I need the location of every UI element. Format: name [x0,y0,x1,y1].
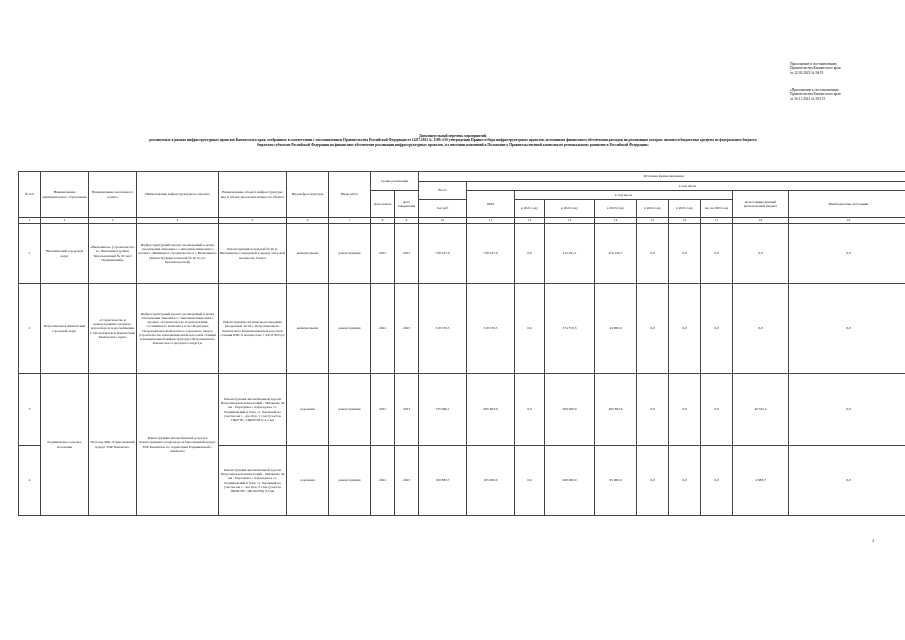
table-row [19,224,905,284]
cell-after-2025: 0,0 [701,374,733,446]
cell-num: 4 [19,446,41,516]
cell-2025: 0,0 [669,284,701,374]
cell-2023: 495 863,9 [595,374,637,446]
cell-start: 2022 [371,446,395,516]
cell-object: Реконструкция автомобильной дороги Петропавловск-Камчатский - Мильково 40 км - Паратунка с подъездом к ст. Родниковский и 6 км. ст. Зарочный на участке км 1 - км 16,4, 1 этап (участок ПК0+00 - ПК69+00,0; 2,1 км [219,374,287,446]
cell-object: Реконструкция автомобильной дороги Петропавловск-Камчатский - Мильково 40 км - Паратунка с подъездом к ст. Родниковский и 6 км. ст. Зарочный на участке км 1 - км 16,4, 2 этап (участок ПК69+00 - ПК164+00) 9,5 км [219,446,287,516]
cell-2021: 0,0 [515,284,545,374]
col-header-2024: в 2024 году [637,200,669,218]
cell-2024: 0,0 [637,446,669,516]
table-row [19,284,905,374]
header-approval-note [790,62,840,75]
cell-after-2025: 0,0 [701,284,733,374]
col-header-infra-type: Вид инфраструктуры [287,172,329,218]
column-number: 6 [287,218,329,224]
column-number: 18 [733,218,789,224]
col-header-2023: в 2023 году [595,200,637,218]
cell-after-2025: 0,0 [701,224,733,284]
cell-settlement: «Строительство и реконструкция головного водозабора и водоснабжения г. Петропавловск-Камчатский Камчатского края» [89,284,137,374]
cell-work-type: реконструкция [329,446,371,516]
col-header-end: Дата завершения [395,191,419,218]
cell-project: Инфраструктурный проект, реализуемый в целях обеспечения связанного с ним инвестиционного проекта «Строительство и эксплуатация гостиничного комплекса в пос.Паратунка Петропавловск-Камчатского городского округа (строительство канализационной насосной станции и Коммунальной инфраструктуры Петропавловск-Камчатского городского округа)» [137,284,219,374]
cell-2023: 95 000,0 [595,446,637,516]
cell-municipality: Петропавловск-Камчатский городской округ [41,284,89,374]
cell-end: 2023 [395,446,419,516]
cell-2024: 0,0 [637,224,669,284]
cell-settlement: Поселок ТБК «Горнолыжный курорт ТОР Камчатка» [89,374,137,516]
cell-infra-type: дорожная [287,446,329,516]
col-header-2025: в 2025 году [669,200,701,218]
column-number: 3 [89,218,137,224]
col-header-total: Всего [419,182,467,200]
cell-num: 1 [19,224,41,284]
cell-end: 2023 [395,374,419,446]
cell-bk: 518 570,3 [467,284,515,374]
header-line: Правительства Камчатского края [790,92,841,97]
col-header-including: в том числе [467,182,905,191]
cell-municipality: Вилючинский городской округ [41,224,89,284]
cell-2022: 200 000,0 [545,446,595,516]
cell-project: Инфраструктурный проект, реализуемый в целях обеспечения связанного с ним инвестиционного проекта «Жилищное строительство в г. Вилючинск» (Реконструкция тепловой № 20 по ул. Кронштадтской) [137,224,219,284]
cell-infra-type: коммунальная [287,284,329,374]
cell-end: 2023 [395,224,419,284]
cell-2024: 0,0 [637,284,669,374]
cell-end: 2023 [395,284,419,374]
cell-regional: 0,0 [733,284,789,374]
cell-2023: 44 000,0 [595,284,637,374]
col-header-regional: Консолидированный региональный бюджет [733,191,789,218]
cell-2025: 0,0 [669,224,701,284]
cell-2022: 374 570,3 [545,284,595,374]
cell-2025: 0,0 [669,446,701,516]
cell-regional: 49 532,2 [733,374,789,446]
cell-work-type: реконструкция [329,224,371,284]
cell-bk: 195 000,0 [467,446,515,516]
cell-num: 3 [19,374,41,446]
cell-2023: 476 146,7 [595,224,637,284]
cell-extra: 0,0 [789,224,905,284]
column-number: 19 [789,218,905,224]
cell-2022: 212 091,1 [545,224,595,284]
cell-object: Реконструкция системы водоотведения (модульной части г. Петропавловска-Камчатского Канализационная насосная станция КНС-9 мощностью 7 447,07м3/сут [219,284,287,374]
col-header-project: Наименование инфраструктурного проекта [137,172,219,218]
cell-total: 745 996,1 [419,374,467,446]
cell-bk: 738 237,9 [467,224,515,284]
cell-2021: 0,0 [515,446,545,516]
column-number: 4 [137,218,219,224]
column-number: 14 [595,218,637,224]
column-number: 8 [371,218,395,224]
column-number: 10 [419,218,467,224]
column-number: 7 [329,218,371,224]
col-header-object: Наименование объекта инфраструктуры/ вид и объем/ проектная мощность объекта [219,172,287,218]
cell-municipality: Родниковское сельское поселение [41,374,89,516]
column-number: 2 [41,218,89,224]
cell-2021: 0,0 [515,374,545,446]
title-line: бюджетам субъектов Российской Федерации на финансовое обеспечение реализации инфраструктурных проектов, и о внесении изменений в Положение о Правительственной комиссии по региональному развитию в Российской Федерации» [257,142,649,147]
col-header-unit: тыс.руб [419,200,467,218]
header-line: Правительства Камчатского края [790,66,841,71]
page-number: 4 [872,539,874,543]
column-number: 16 [669,218,701,224]
cell-settlement: «Вилючинск» (строительство в г. Вилючинск (район Тихоокеанский № 20 чист Пушкинский)» [89,224,137,284]
header-line: Приложение к постановлению [790,62,837,66]
col-header-including-2: в том числе [515,191,733,200]
col-header-municipality: Наименование муниципального образования [41,172,89,218]
cell-infra-type: коммунальная [287,224,329,284]
column-number: 13 [545,218,595,224]
column-number: 12 [515,218,545,224]
cell-extra: 0,0 [789,446,905,516]
cell-2022: 200 000,0 [545,374,595,446]
column-number: 17 [701,218,733,224]
cell-num: 2 [19,284,41,374]
column-number: 5 [219,218,287,224]
column-number: 1 [19,218,41,224]
column-number: 9 [395,218,419,224]
document-title [18,134,888,147]
cell-extra: 0,0 [789,284,905,374]
cell-start: 2022 [371,284,395,374]
cell-2021: 0,0 [515,224,545,284]
col-header-extra: Внебюджетные источники [789,191,905,218]
col-header-num: № п/п [19,172,41,218]
column-number: 11 [467,218,515,224]
projects-table [18,171,905,516]
cell-start: 2022 [371,224,395,284]
col-header-terms: Сроки реализации [371,172,419,191]
col-header-bk: БКИ [467,191,515,218]
col-header-start: Дата начала [371,191,395,218]
cell-extra: 0,0 [789,374,905,446]
cell-2025: 0,0 [669,374,701,446]
cell-total: 199 883,7 [419,446,467,516]
cell-total: 738 237,9 [419,224,467,284]
cell-regional: 0,0 [733,224,789,284]
cell-start: 2022 [371,374,395,446]
column-number: 15 [637,218,669,224]
cell-infra-type: дорожная [287,374,329,446]
header-appendix-note [790,88,840,101]
header-line: от 22.03.2022 № 94-П [790,70,824,75]
cell-project: Реконструкция автомобильной дороги и Реконструкция газопровода «Горнолыжный курорт ТОР Камчатка» по территории Родниковской с. Камчатка [137,374,219,516]
col-header-2022: в 2022 году [545,200,595,218]
cell-work-type: реконструкция [329,284,371,374]
cell-total: 518 570,3 [419,284,467,374]
cell-object: Реконструкция котельной № 20 (г. Вилючинск) с передачей в аренду тепловой мощности, Гкал/ч [219,224,287,284]
header-line: от 30.11.2021 № 503-П [790,96,825,101]
title-line: реализуемых в рамках инфраструктурных проектов Камчатского края, отобранных в соответствии с постановлением Правительства Российской Федерации от 14.07.2021 № 1189 «Об утверждении Правил отбора инфраструктурных проектов, источником финансового обеспечения расходов на реализацию которых являются бюджетные кредиты из федерального бюджета [149,138,757,143]
table-row [19,374,905,446]
col-header-after-2025: после 2025 года [701,200,733,218]
col-header-2021: в 2021 году [515,200,545,218]
col-header-work-type: Виды работ [329,172,371,218]
cell-2024: 0,0 [637,374,669,446]
cell-after-2025: 0,0 [701,446,733,516]
title-line: Дополнительный перечень мероприятий, [419,134,487,138]
col-header-financing: Источник финансирования [419,172,905,182]
col-header-settlement: Наименование населенного пункта [89,172,137,218]
cell-regional: 4 883,7 [733,446,789,516]
cell-bk: 695 863,9 [467,374,515,446]
header-line: «Приложение к постановлению [790,88,839,92]
cell-work-type: реконструкция [329,374,371,446]
